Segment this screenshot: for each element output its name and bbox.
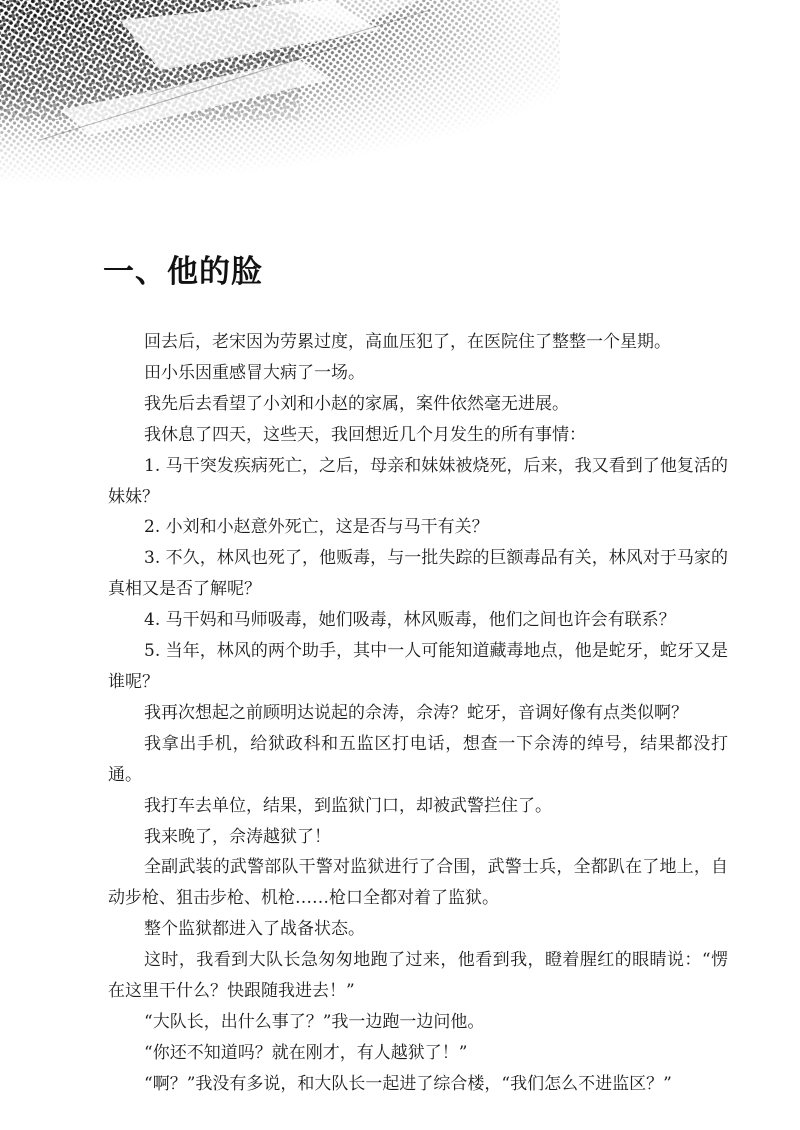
paragraph: “啊？”我没有多说，和大队长一起进了综合楼，“我们怎么不进监区？” [144, 1073, 672, 1094]
paragraph: 我休息了四天，这些天，我回想近几个月发生的所有事情： [144, 424, 586, 445]
halftone-decoration [0, 0, 800, 230]
paragraph: 回去后，老宋因为劳累过度，高血压犯了，在医院住了整整一个星期。 [144, 332, 671, 352]
paragraph: 3. 不久，林风也死了，他贩毒，与一批失踪的巨额毒品有关，林风对于马家的真相又是否了解呢？ [108, 548, 728, 600]
paragraph: 我来晚了，佘涛越狱了！ [144, 826, 331, 847]
paragraph: 我拿出手机，给狱政科和五监区打电话，想查一下佘涛的绰号，结果都没打通。 [108, 733, 728, 785]
paragraph: 我打车去单位，结果，到监狱门口，却被武警拦住了。 [144, 795, 552, 816]
paragraph: 2. 小刘和小赵意外死亡，这是否与马干有关？ [144, 517, 489, 538]
paragraph: 4. 马干妈和马师吸毒，她们吸毒，林风贩毒，他们之间也许会有联系？ [144, 610, 676, 631]
paragraph: 田小乐因重感冒大病了一场。 [144, 362, 365, 383]
paragraph: 整个监狱都进入了战备状态。 [144, 919, 365, 940]
paragraph: 我先后去看望了小刘和小赵的家属，案件依然毫无进展。 [144, 393, 569, 414]
chapter-body [108, 327, 728, 1100]
paragraph: 5. 当年，林风的两个助手，其中一人可能知道藏毒地点，他是蛇牙，蛇牙又是谁呢？ [108, 641, 728, 692]
paragraph: 全副武装的武警部队干警对监狱进行了合围，武警士兵，全都趴在了地上，自动步枪、狙击步枪、机枪……枪口全都对着了监狱。 [108, 857, 728, 909]
paragraph: “你还不知道吗？就在刚才，有人越狱了！” [144, 1042, 468, 1063]
paragraph: “大队长，出什么事了？”我一边跑一边问他。 [144, 1011, 485, 1032]
paragraph: 1. 马干突发疾病死亡，之后，母亲和妹妹被烧死，后来，我又看到了他复活的妹妹？ [108, 455, 728, 507]
chapter-title: 一、他的脸 [103, 254, 263, 290]
paragraph: 我再次想起之前顾明达说起的佘涛，佘涛？蛇牙，音调好像有点类似啊？ [144, 702, 688, 723]
paragraph: 这时，我看到大队长急匆匆地跑了过来，他看到我，瞪着腥红的眼睛说：“愣在这里干什么？快跟随我进去！” [108, 950, 728, 1002]
